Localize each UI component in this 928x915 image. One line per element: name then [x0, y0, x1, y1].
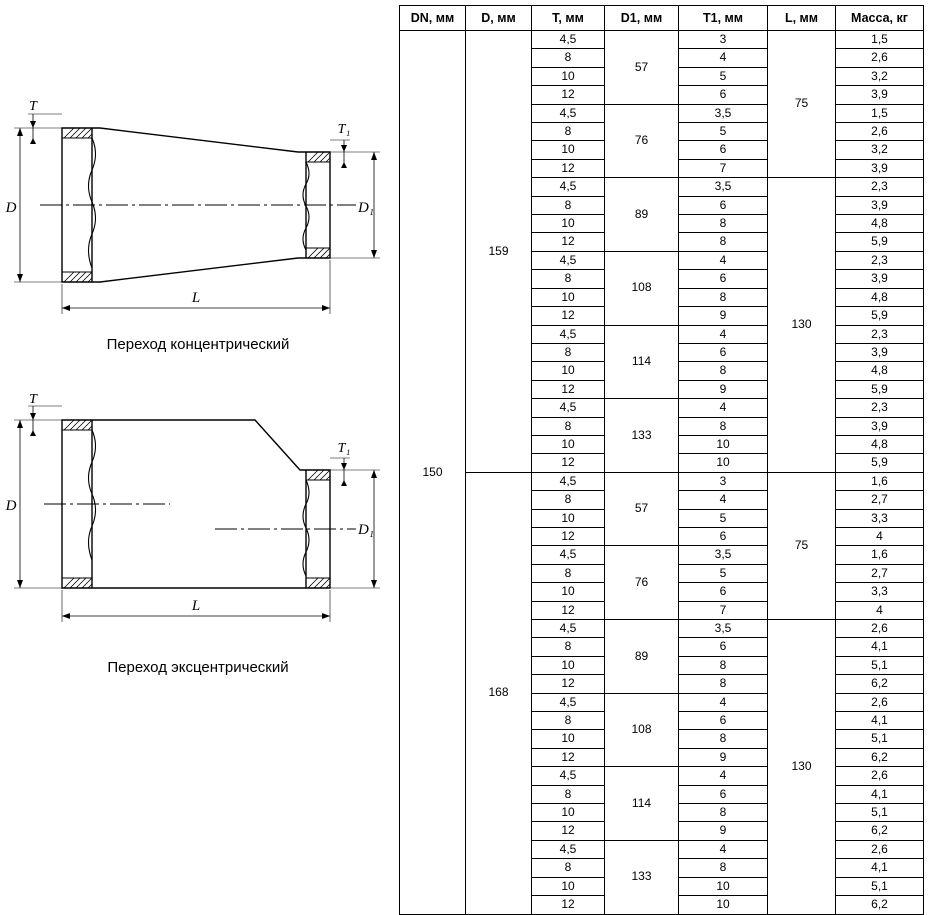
cell-t: 12	[532, 748, 605, 766]
concentric-reducer-svg	[0, 100, 396, 330]
dim-label-L: L	[191, 598, 201, 614]
cell-d1: 76	[605, 546, 679, 620]
cell-mass: 5,9	[836, 454, 924, 472]
cell-t: 12	[532, 896, 605, 914]
cell-t: 8	[532, 123, 605, 141]
cell-t1: 6	[679, 86, 768, 104]
specification-table	[399, 5, 924, 915]
cell-t1: 4	[679, 767, 768, 785]
cell-mass: 1,6	[836, 546, 924, 564]
cell-mass: 3,9	[836, 270, 924, 288]
cell-l: 75	[768, 31, 836, 178]
cell-d1: 114	[605, 767, 679, 841]
dim-label-T: T	[29, 392, 37, 407]
cell-t1: 7	[679, 601, 768, 619]
cell-t1: 5	[679, 123, 768, 141]
cell-t: 10	[532, 877, 605, 895]
cell-mass: 4,1	[836, 638, 924, 656]
cell-t1: 4	[679, 251, 768, 269]
cell-mass: 3,2	[836, 141, 924, 159]
cell-t1: 9	[679, 307, 768, 325]
header-dn: DN, мм	[400, 6, 466, 31]
cell-t: 12	[532, 380, 605, 398]
cell-d1: 108	[605, 693, 679, 767]
cell-t: 12	[532, 601, 605, 619]
cell-mass: 3,9	[836, 343, 924, 361]
cell-t: 10	[532, 435, 605, 453]
cell-mass: 5,1	[836, 730, 924, 748]
cell-t1: 8	[679, 233, 768, 251]
cell-d: 168	[466, 472, 532, 914]
cell-t1: 6	[679, 785, 768, 803]
cell-mass: 5,1	[836, 656, 924, 674]
cell-t: 12	[532, 233, 605, 251]
cell-mass: 2,3	[836, 325, 924, 343]
cell-t: 8	[532, 417, 605, 435]
cell-mass: 5,9	[836, 307, 924, 325]
cell-t1: 4	[679, 840, 768, 858]
cell-t: 8	[532, 712, 605, 730]
header-t1: T1, мм	[679, 6, 768, 31]
cell-t1: 10	[679, 454, 768, 472]
table-header-row	[400, 6, 924, 31]
cell-t1: 6	[679, 712, 768, 730]
cell-t: 4,5	[532, 767, 605, 785]
cell-t1: 8	[679, 362, 768, 380]
cell-t1: 4	[679, 325, 768, 343]
cell-t1: 6	[679, 638, 768, 656]
cell-t: 8	[532, 49, 605, 67]
cell-t1: 4	[679, 491, 768, 509]
cell-t1: 8	[679, 859, 768, 877]
header-d: D, мм	[466, 6, 532, 31]
cell-t1: 5	[679, 509, 768, 527]
cell-mass: 5,9	[836, 380, 924, 398]
cell-mass: 3,9	[836, 159, 924, 177]
cell-t1: 9	[679, 822, 768, 840]
cell-t1: 8	[679, 675, 768, 693]
cell-t1: 3,5	[679, 620, 768, 638]
cell-t: 10	[532, 288, 605, 306]
cell-t1: 6	[679, 583, 768, 601]
cell-mass: 2,6	[836, 840, 924, 858]
cell-mass: 2,3	[836, 251, 924, 269]
cell-mass: 3,9	[836, 196, 924, 214]
table-head	[400, 6, 924, 31]
concentric-reducer-caption: Переход концентрический	[106, 336, 290, 353]
cell-d1: 108	[605, 251, 679, 325]
cell-t1: 6	[679, 196, 768, 214]
cell-mass: 4,8	[836, 288, 924, 306]
cell-t1: 9	[679, 748, 768, 766]
cell-t: 10	[532, 509, 605, 527]
cell-mass: 4	[836, 601, 924, 619]
cell-t1: 10	[679, 896, 768, 914]
cell-t1: 7	[679, 159, 768, 177]
cell-mass: 3,3	[836, 583, 924, 601]
cell-mass: 4,8	[836, 362, 924, 380]
cell-d1: 133	[605, 840, 679, 914]
cell-t: 8	[532, 859, 605, 877]
cell-l: 130	[768, 178, 836, 473]
cell-t: 8	[532, 270, 605, 288]
cell-mass: 2,6	[836, 49, 924, 67]
cell-t: 8	[532, 785, 605, 803]
cell-t: 4,5	[532, 620, 605, 638]
table-row	[400, 31, 924, 49]
cell-t: 4,5	[532, 693, 605, 711]
cell-t1: 9	[679, 380, 768, 398]
cell-mass: 2,7	[836, 491, 924, 509]
cell-t: 8	[532, 564, 605, 582]
cell-mass: 4,1	[836, 859, 924, 877]
cell-mass: 2,3	[836, 178, 924, 196]
header-t: T, мм	[532, 6, 605, 31]
dim-label-D1: D₁	[357, 522, 375, 538]
cell-t: 12	[532, 527, 605, 545]
cell-t1: 10	[679, 877, 768, 895]
dim-label-L: L	[191, 290, 201, 306]
cell-t1: 8	[679, 656, 768, 674]
cell-mass: 6,2	[836, 822, 924, 840]
cell-t: 4,5	[532, 840, 605, 858]
cell-mass: 4,1	[836, 712, 924, 730]
cell-d1: 114	[605, 325, 679, 399]
cell-t: 10	[532, 141, 605, 159]
cell-t: 10	[532, 656, 605, 674]
cell-l: 130	[768, 620, 836, 915]
concentric-reducer-drawing	[0, 100, 396, 330]
cell-mass: 6,2	[836, 896, 924, 914]
table-row	[400, 472, 924, 490]
cell-t: 4,5	[532, 325, 605, 343]
cell-t: 4,5	[532, 472, 605, 490]
cell-mass: 2,6	[836, 767, 924, 785]
header-mass: Масса, кг	[836, 6, 924, 31]
eccentric-reducer-svg	[0, 392, 396, 643]
cell-t1: 8	[679, 215, 768, 233]
cell-mass: 1,5	[836, 31, 924, 49]
cell-t: 10	[532, 362, 605, 380]
cell-t: 4,5	[532, 251, 605, 269]
cell-t1: 3	[679, 472, 768, 490]
cell-mass: 4	[836, 527, 924, 545]
cell-mass: 4,8	[836, 215, 924, 233]
cell-t: 10	[532, 804, 605, 822]
cell-mass: 5,1	[836, 877, 924, 895]
cell-d1: 133	[605, 399, 679, 473]
cell-d1: 89	[605, 178, 679, 252]
cell-t1: 6	[679, 527, 768, 545]
table-body	[400, 31, 924, 915]
cell-mass: 5,1	[836, 804, 924, 822]
cell-mass: 2,7	[836, 564, 924, 582]
eccentric-reducer-drawing	[0, 392, 396, 643]
cell-mass: 1,5	[836, 104, 924, 122]
cell-mass: 2,6	[836, 693, 924, 711]
cell-t: 4,5	[532, 178, 605, 196]
cell-t: 12	[532, 822, 605, 840]
cell-d1: 57	[605, 31, 679, 105]
cell-t: 12	[532, 86, 605, 104]
technical-drawings	[0, 0, 396, 763]
cell-t: 4,5	[532, 399, 605, 417]
cell-t1: 3	[679, 31, 768, 49]
specification-table-wrapper	[399, 5, 923, 912]
dim-label-T: T	[29, 99, 37, 114]
cell-mass: 5,9	[836, 233, 924, 251]
cell-mass: 6,2	[836, 675, 924, 693]
header-d1: D1, мм	[605, 6, 679, 31]
cell-t1: 3,5	[679, 546, 768, 564]
cell-t: 10	[532, 67, 605, 85]
cell-d1: 76	[605, 104, 679, 178]
cell-mass: 3,9	[836, 417, 924, 435]
cell-t1: 6	[679, 270, 768, 288]
cell-t1: 8	[679, 288, 768, 306]
dim-label-T1: T₁	[337, 441, 351, 456]
dim-label-D: D	[5, 498, 17, 514]
dim-label-T1: T₁	[337, 122, 351, 137]
cell-t1: 10	[679, 435, 768, 453]
eccentric-reducer-caption: Переход эксцентрический	[107, 659, 289, 676]
header-l: L, мм	[768, 6, 836, 31]
cell-mass: 2,6	[836, 620, 924, 638]
cell-t: 4,5	[532, 546, 605, 564]
cell-t1: 8	[679, 804, 768, 822]
cell-t: 10	[532, 730, 605, 748]
cell-mass: 2,6	[836, 123, 924, 141]
cell-t1: 5	[679, 67, 768, 85]
cell-mass: 1,6	[836, 472, 924, 490]
cell-t: 8	[532, 491, 605, 509]
cell-t1: 8	[679, 730, 768, 748]
cell-d1: 57	[605, 472, 679, 546]
cell-mass: 3,3	[836, 509, 924, 527]
dim-label-D1: D₁	[357, 200, 375, 216]
cell-mass: 3,2	[836, 67, 924, 85]
cell-mass: 4,8	[836, 435, 924, 453]
cell-t1: 4	[679, 399, 768, 417]
cell-mass: 2,3	[836, 399, 924, 417]
cell-t: 10	[532, 215, 605, 233]
dim-label-D: D	[5, 200, 17, 216]
cell-t: 4,5	[532, 104, 605, 122]
cell-mass: 4,1	[836, 785, 924, 803]
cell-t: 4,5	[532, 31, 605, 49]
cell-t1: 6	[679, 141, 768, 159]
cell-t1: 3,5	[679, 178, 768, 196]
cell-t1: 4	[679, 49, 768, 67]
cell-t1: 4	[679, 693, 768, 711]
cell-t1: 6	[679, 343, 768, 361]
cell-dn: 150	[400, 31, 466, 915]
cell-t1: 3,5	[679, 104, 768, 122]
cell-t1: 5	[679, 564, 768, 582]
cell-mass: 6,2	[836, 748, 924, 766]
cell-t: 12	[532, 675, 605, 693]
cell-d1: 89	[605, 620, 679, 694]
cell-t: 8	[532, 638, 605, 656]
cell-t: 10	[532, 583, 605, 601]
cell-l: 75	[768, 472, 836, 619]
cell-t: 8	[532, 196, 605, 214]
cell-d: 159	[466, 31, 532, 473]
cell-t: 12	[532, 307, 605, 325]
cell-t: 8	[532, 343, 605, 361]
cell-t: 12	[532, 454, 605, 472]
cell-t1: 8	[679, 417, 768, 435]
cell-mass: 3,9	[836, 86, 924, 104]
cell-t: 12	[532, 159, 605, 177]
